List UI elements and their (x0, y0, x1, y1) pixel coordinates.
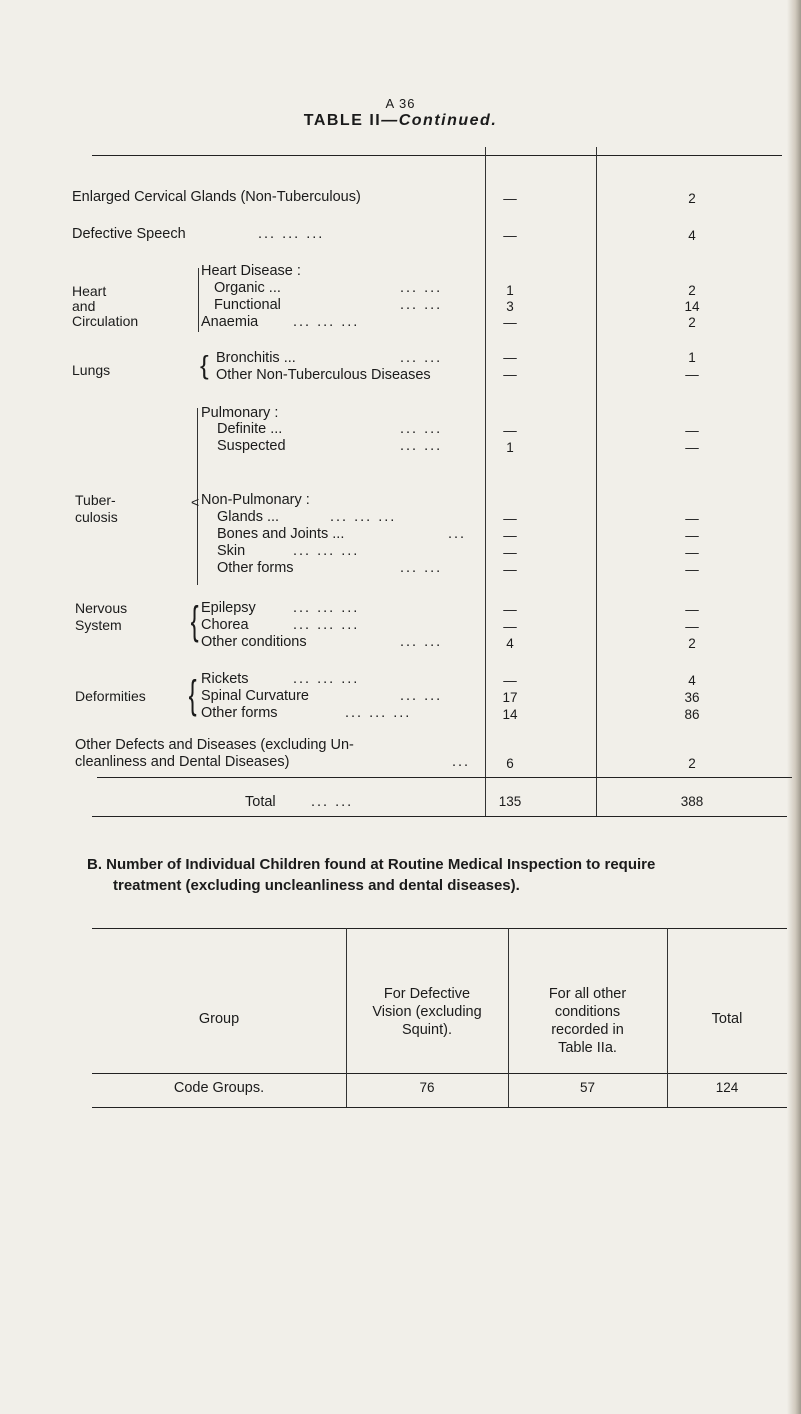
bronchitis-col2: 1 (688, 350, 696, 365)
brace-heart (198, 268, 199, 332)
spinal-curvature-col2: 36 (684, 690, 700, 705)
glands-label: Glands ... (217, 509, 280, 525)
row-enlarged-glands-col2: 2 (688, 191, 696, 206)
chorea-col1: — (503, 619, 517, 634)
rickets-dots: ... ... ... (293, 671, 360, 687)
other-non-tb-col1: — (503, 367, 517, 382)
total-top-rule (97, 777, 792, 778)
group-lungs: Lungs (72, 362, 111, 378)
page-number: A 36 (385, 96, 416, 111)
skin-col2: — (685, 545, 699, 560)
bones-joints-dots: ... (448, 526, 467, 542)
chorea-label: Chorea (201, 617, 249, 633)
column-divider-2 (596, 147, 597, 817)
definite-dots: ... ... (400, 421, 443, 437)
group-nervous-line1: Nervous (75, 600, 128, 616)
organic-col1: 1 (506, 283, 514, 298)
header-other-line1: For all other (548, 986, 627, 1002)
cell-other-count: 57 (579, 1080, 596, 1095)
section-b-line1: B. Number of Individual Children found at Routine Medical Inspection to require (87, 856, 656, 873)
group-heart-line3: Circulation (72, 313, 139, 329)
group-heart-line2: and (72, 298, 96, 314)
table-b-top-rule (92, 928, 787, 929)
non-pulmonary-label: Non-Pulmonary : (201, 492, 310, 508)
other-defects-dots: ... (452, 754, 471, 770)
group-tb-line2: culosis (75, 509, 118, 525)
table-bottom-rule (92, 816, 787, 817)
functional-col2: 14 (684, 299, 700, 314)
deformities-other-label: Other forms (201, 705, 278, 721)
functional-dots: ... ... (400, 297, 443, 313)
header-other-line3: recorded in (551, 1022, 624, 1038)
brace-nervous: { (190, 599, 199, 643)
total-col2: 388 (680, 794, 704, 809)
bronchitis-col1: — (503, 350, 517, 365)
organic-label: Organic ... (214, 280, 281, 296)
spinal-curvature-col1: 17 (502, 690, 518, 705)
suspected-col1: 1 (506, 440, 514, 455)
table-title-main: TABLE II (303, 112, 382, 129)
group-nervous-line2: System (75, 617, 122, 633)
page-edge-shadow (787, 0, 801, 1414)
deformities-other-col2: 86 (684, 707, 700, 722)
group-tb-line1: Tuber- (75, 492, 116, 508)
row-defective-speech-dots: ... ... ... (258, 226, 325, 242)
table-top-rule (92, 155, 782, 156)
bones-joints-col2: — (685, 528, 699, 543)
other-defects-line2: cleanliness and Dental Diseases) (75, 754, 290, 770)
total-label: Total (245, 794, 276, 810)
suspected-label: Suspected (217, 438, 286, 454)
rickets-label: Rickets (201, 671, 249, 687)
header-vision-line1: For Defective (383, 986, 471, 1002)
row-defective-speech-col1: — (503, 228, 517, 243)
tb-other-forms-col2: — (685, 562, 699, 577)
other-defects-col2: 2 (688, 756, 696, 771)
header-other-line4: Table IIa. (558, 1040, 617, 1056)
cell-total-count: 124 (715, 1080, 739, 1095)
bronchitis-label: Bronchitis ... (216, 350, 296, 366)
anaemia-col1: — (503, 315, 517, 330)
brace-tb-point: < (191, 494, 200, 510)
bones-joints-col1: — (503, 528, 517, 543)
functional-label: Functional (214, 297, 281, 313)
anaemia-dots: ... ... ... (293, 314, 360, 330)
rickets-col1: — (503, 673, 517, 688)
cell-vision-count: 76 (419, 1080, 435, 1095)
tb-other-forms-dots: ... ... (400, 560, 443, 576)
skin-dots: ... ... ... (293, 543, 360, 559)
anaemia-label: Anaemia (201, 314, 259, 330)
tb-other-forms-col1: — (503, 562, 517, 577)
header-other-line2: conditions (554, 1004, 621, 1020)
skin-col1: — (503, 545, 517, 560)
nervous-other-label: Other conditions (201, 634, 307, 650)
definite-col2: — (685, 423, 699, 438)
header-group: Group (198, 1011, 240, 1027)
chorea-col2: — (685, 619, 699, 634)
other-defects-line1: Other Defects and Diseases (excluding Un- (75, 737, 354, 753)
skin-label: Skin (217, 543, 246, 559)
cell-code-groups: Code Groups. (173, 1080, 265, 1096)
deformities-other-col1: 14 (502, 707, 518, 722)
brace-deformities: { (188, 673, 197, 717)
tb-other-forms-label: Other forms (217, 560, 294, 576)
bronchitis-dots: ... ... (400, 350, 443, 366)
other-defects-col1: 6 (506, 756, 514, 771)
organic-dots: ... ... (400, 280, 443, 296)
group-heart-line1: Heart (72, 283, 107, 299)
brace-lungs: { (200, 350, 209, 380)
row-enlarged-glands-label: Enlarged Cervical Glands (Non-Tuberculous) (72, 189, 361, 205)
glands-col1: — (503, 511, 517, 526)
table-title (0, 112, 801, 130)
row-defective-speech-label: Defective Speech (72, 226, 186, 242)
nervous-other-col1: 4 (506, 636, 514, 651)
header-vision-line3: Squint). (402, 1022, 452, 1038)
pulmonary-label: Pulmonary : (201, 405, 279, 421)
heart-disease-label: Heart Disease : (201, 263, 301, 279)
organic-col2: 2 (688, 283, 696, 298)
total-col1: 135 (498, 794, 522, 809)
table-b-mid-rule (92, 1073, 787, 1074)
bones-joints-label: Bones and Joints ... (217, 526, 345, 542)
nervous-other-dots: ... ... (400, 634, 443, 650)
header-total: Total (711, 1011, 743, 1027)
spinal-curvature-label: Spinal Curvature (201, 688, 309, 704)
row-defective-speech-col2: 4 (688, 228, 696, 243)
epilepsy-col2: — (685, 602, 699, 617)
nervous-other-col2: 2 (688, 636, 696, 651)
other-non-tb-label: Other Non-Tuberculous Diseases (216, 367, 431, 383)
epilepsy-dots: ... ... ... (293, 600, 360, 616)
table-b-bottom-rule (92, 1107, 787, 1108)
chorea-dots: ... ... ... (293, 617, 360, 633)
anaemia-col2: 2 (688, 315, 696, 330)
epilepsy-label: Epilepsy (201, 600, 256, 616)
other-non-tb-col2: — (685, 367, 699, 382)
section-b-line2: treatment (excluding uncleanliness and dental diseases). (113, 877, 520, 894)
header-vision-line2: Vision (excluding (372, 1004, 482, 1020)
row-enlarged-glands-col1: — (503, 191, 517, 206)
spinal-curvature-dots: ... ... (400, 688, 443, 704)
total-dots: ... ... (311, 794, 354, 810)
glands-dots: ... ... ... (330, 509, 397, 525)
functional-col1: 3 (506, 299, 514, 314)
rickets-col2: 4 (688, 673, 696, 688)
deformities-other-dots: ... ... ... (345, 705, 412, 721)
table-title-suffix: —Continued. (381, 112, 498, 129)
definite-col1: — (503, 423, 517, 438)
suspected-dots: ... ... (400, 438, 443, 454)
suspected-col2: — (685, 440, 699, 455)
epilepsy-col1: — (503, 602, 517, 617)
definite-label: Definite ... (217, 421, 283, 437)
glands-col2: — (685, 511, 699, 526)
group-deformities: Deformities (75, 688, 146, 704)
